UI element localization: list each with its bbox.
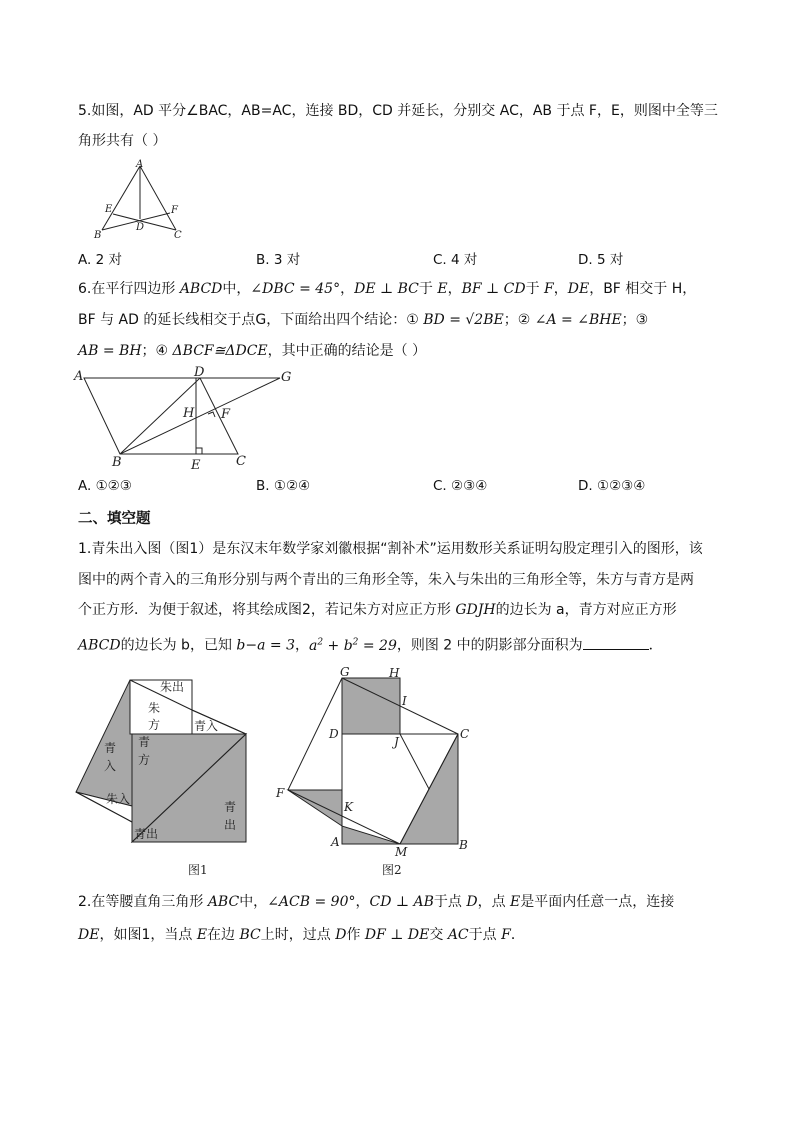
- fq1-fig2-label-d: D: [329, 727, 339, 741]
- q6-label-b: B: [112, 455, 122, 470]
- fq2-text: ，如图1，当点: [99, 927, 197, 943]
- q6-parallelogram-figure: [72, 362, 302, 472]
- fq1-fig1-label: 青: [104, 741, 117, 755]
- fq2-text: 在边: [207, 927, 240, 943]
- q6-label-f: F: [221, 407, 231, 422]
- fq1-fig1-label: 出: [224, 818, 237, 832]
- q6-text: ；③: [621, 312, 649, 328]
- fq1-math: = 29: [358, 637, 397, 654]
- fq2-text: ，点: [477, 894, 511, 910]
- fq2-text: 上时，过点: [260, 927, 336, 943]
- fq1-figure-1: [72, 672, 254, 882]
- answer-blank[interactable]: [583, 637, 649, 650]
- q5-label-d: D: [136, 222, 145, 233]
- fq2-text: 中，: [239, 894, 268, 910]
- fq2-math: DF ⊥ DE: [364, 927, 430, 943]
- fq1-math: a: [308, 637, 318, 654]
- q6-math: BE: [483, 312, 504, 328]
- q5-options: [78, 248, 718, 268]
- fq1-math: + b: [323, 637, 353, 654]
- fq2-math: CD ⊥ AB: [369, 894, 434, 910]
- q6-text: ，: [447, 281, 462, 297]
- fq1-math: b−a = 3: [236, 637, 295, 654]
- fq1-fig2-label-c: C: [460, 727, 470, 741]
- q6-math: ∠DBC = 45°: [250, 281, 341, 297]
- fq1-line-1: 1.青朱出入图（图1）是东汉末年数学家刘徽根据“割补术”运用数形关系证明勾股定理引入的图形，该: [78, 541, 703, 557]
- q6-text: ，: [553, 281, 568, 297]
- q6-math: DE ⊥ BC: [354, 281, 419, 297]
- fq1-fig1-label: 青: [224, 800, 237, 814]
- fq2-math: AC: [447, 927, 469, 943]
- q6-math: AB = BH: [78, 343, 142, 359]
- fq2-math: D: [466, 894, 478, 910]
- fq2-text: 是平面内任意一点，连接: [520, 894, 675, 910]
- fq1-text: 的边长为 a，青方对应正方形: [495, 602, 677, 618]
- fq2-text: 作: [346, 927, 365, 943]
- q6-math: ΔBCF≅ΔDCE: [172, 343, 268, 359]
- fq1-fig2-label-k: K: [344, 800, 353, 814]
- fq2-text: 交: [429, 927, 448, 943]
- q6-line-2: [78, 310, 648, 330]
- q6-math: ∠A = ∠BHE: [534, 312, 622, 328]
- fq2-math: F: [501, 927, 511, 943]
- fq1-fig1-label: 入: [104, 759, 117, 773]
- q6-label-c: C: [236, 454, 246, 469]
- q6-math: F: [544, 281, 554, 297]
- fq1-line-3: [78, 600, 677, 620]
- fq1-fig2-label-h: H: [389, 666, 400, 680]
- q6-math: DE: [567, 281, 590, 297]
- fq2-text: ，: [355, 894, 370, 910]
- q6-math: √2: [465, 312, 484, 328]
- fq1-fig1-label: 青: [138, 735, 151, 749]
- fq2-math: E: [196, 927, 208, 943]
- fq1-fig2-label-g: G: [340, 665, 350, 679]
- fq2-math: ∠ACB = 90°: [267, 894, 356, 910]
- q6-text: 于: [525, 281, 545, 297]
- q6-text: 于: [418, 281, 438, 297]
- fq2-math: BC: [239, 927, 261, 943]
- fq1-math: GDJH: [455, 602, 496, 618]
- fq1-fig2-label-i: I: [402, 694, 407, 708]
- fq1-line-2: 图中的两个青入的三角形分别与两个青出的三角形全等，朱入与朱出的三角形全等，朱方与青方是两: [78, 572, 694, 588]
- fq1-fig1-label: 方: [138, 753, 151, 767]
- fq1-fig2-label-f: F: [276, 786, 285, 800]
- q6-text: ；④: [141, 343, 173, 359]
- fq1-fig2-caption: 图2: [382, 863, 402, 877]
- fq1-exponent: 2: [317, 637, 324, 647]
- fq1-text: ，: [294, 637, 309, 654]
- q6-text: 中，: [222, 281, 251, 297]
- fq1-fig1-label: 青入: [194, 719, 219, 733]
- q6-option-c: C. ②③④: [433, 478, 488, 494]
- fq2-text: ．: [510, 927, 525, 943]
- q6-label-a: A: [74, 369, 84, 384]
- q5-label-c: C: [174, 230, 182, 240]
- fq1-fig2-label-j: J: [394, 735, 399, 749]
- fq1-fig1-label: 朱: [148, 701, 161, 715]
- q6-text: ，: [340, 281, 355, 297]
- q5-line-2: 角形共有（ ）: [78, 133, 167, 149]
- q6-options: [78, 478, 718, 498]
- fq1-math: ABCD: [78, 637, 121, 654]
- q5-label-f: F: [171, 205, 178, 216]
- q6-text: ，BF 相交于 H，: [589, 281, 697, 297]
- q6-math: E: [437, 281, 448, 297]
- q6-math: BD =: [423, 312, 466, 328]
- q6-text: ，其中正确的结论是（ ）: [267, 343, 427, 359]
- fq1-text: 的边长为 b，已知: [120, 637, 237, 654]
- fq1-fig1-caption: 图1: [188, 863, 208, 877]
- fq2-text: 于点: [468, 927, 502, 943]
- fq1-fig2-label-b: B: [459, 838, 468, 852]
- q6-label-d: D: [194, 365, 205, 380]
- fq2-math: E: [510, 894, 521, 910]
- q6-option-a: A. ①②③: [78, 478, 132, 494]
- q6-text: 6.在平行四边形: [78, 281, 180, 297]
- fq1-text: 个正方形．为便于叙述，将其绘成图2，若记朱方对应正方形: [78, 602, 456, 618]
- fq1-text: ．: [648, 637, 663, 654]
- section-title: 二、填空题: [78, 511, 151, 527]
- fq1-fig1-label: 青出: [134, 827, 159, 841]
- q5-option-a: A. 2 对: [78, 252, 122, 268]
- q5-option-c: C. 4 对: [433, 252, 478, 268]
- fq1-fig2-label-m: M: [395, 845, 408, 859]
- q6-text: ①: [406, 312, 424, 328]
- fq1-text: ，则图 2 中的阴影部分面积为: [396, 637, 583, 654]
- fq1-fig1-label: 方: [148, 718, 161, 732]
- q6-line-3: [78, 341, 426, 361]
- fq2-math: DE: [78, 927, 100, 943]
- fq2-text: 2.在等腰直角三角形: [78, 894, 208, 910]
- fq2-math: ABC: [207, 894, 240, 910]
- fq1-fig1-label: 朱出: [160, 680, 185, 694]
- q5-option-d: D. 5 对: [578, 252, 624, 268]
- q6-text: BF 与 AD 的延长线相交于点G，下面给出四个结论：: [78, 312, 407, 328]
- q6-line-1: [78, 279, 696, 299]
- q5-option-b: B. 3 对: [256, 252, 301, 268]
- q5-label-a: A: [136, 159, 144, 170]
- q6-label-h: H: [183, 406, 195, 421]
- q6-math: ABCD: [179, 281, 223, 297]
- q6-label-g: G: [281, 370, 292, 385]
- q6-text: ；②: [503, 312, 535, 328]
- q6-option-b: B. ①②④: [256, 478, 311, 494]
- fq1-exponent: 2: [352, 637, 359, 647]
- q6-math: BF ⊥ CD: [461, 281, 526, 297]
- fq1-fig1-label: 朱入: [106, 792, 131, 806]
- fq1-fig2-label-a: A: [331, 835, 340, 849]
- fq1-line-4: [78, 632, 663, 656]
- fq2-line-1: [78, 892, 674, 912]
- q6-option-d: D. ①②③④: [578, 478, 646, 494]
- fq1-figure-2: [270, 664, 480, 880]
- fq2-text: 于点: [433, 894, 467, 910]
- q5-line-1: 5.如图，AD 平分∠BAC，AB=AC，连接 BD，CD 并延长，分别交 AC，AB 于点 F，E，则图中全等三: [78, 103, 718, 119]
- q5-label-e: E: [105, 204, 113, 215]
- q5-triangle-figure: [92, 158, 188, 240]
- fq2-math: D: [335, 927, 347, 943]
- fq2-line-2: [78, 925, 525, 945]
- fq1-math: [309, 638, 397, 654]
- q6-label-e: E: [191, 458, 201, 472]
- q5-label-b: B: [94, 230, 102, 240]
